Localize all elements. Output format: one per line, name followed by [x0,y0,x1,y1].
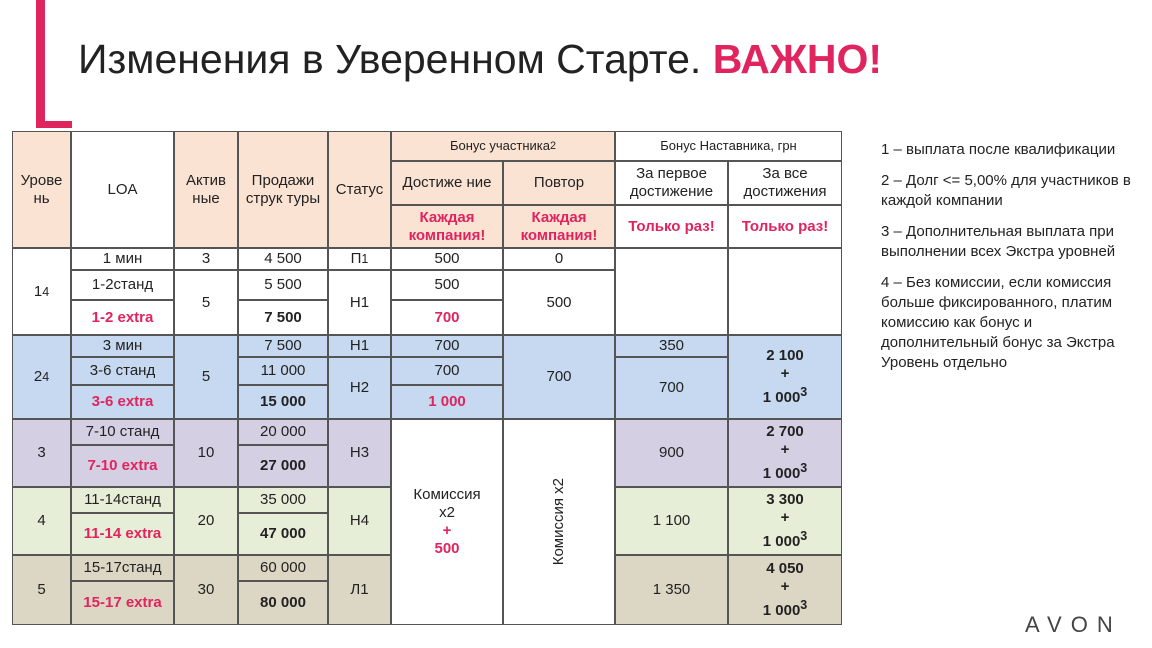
once-note-1: Только раз! [615,205,728,248]
l2-loa-min: 3 мин [71,335,174,357]
l2-status-min: Н1 [328,335,391,357]
title-bracket-horizontal [36,121,72,128]
l3-sales-stand: 20 000 [238,419,328,445]
level-1-sup: 4 [42,284,50,299]
l3-all-achievements [728,419,842,487]
each-company-note-1: Каждая компания! [391,205,503,248]
l2-all-line [763,383,808,407]
l2-all-achievements [728,335,842,419]
commission-extra: 500 [434,540,460,557]
l4-all-c: 1 000 [762,533,801,550]
header-all-achievements: За все достижения [728,161,842,205]
level-1-label: 1 [33,282,43,300]
l5-loa-extra: 15-17 extra [71,581,174,625]
l1-loa-min: 1 мин [71,248,174,270]
l5-active: 30 [174,555,238,625]
l5-all-c: 1 000 [762,602,801,619]
header-mentor-bonus: Бонус Наставника, грн [615,131,842,161]
l2-active: 5 [174,335,238,419]
commission-label: Комиссия [413,486,481,503]
l5-first: 1 350 [615,555,728,625]
l1-status-p [328,248,391,270]
l1-sales-min: 4 500 [238,248,328,270]
title-bracket-vertical [36,0,45,128]
l5-all-b: + [780,578,790,595]
participant-bonus-label: Бонус участника [449,138,550,153]
l1-status: Н1 [328,270,391,335]
l5-sales-stand: 60 000 [238,555,328,581]
l4-all-line [763,527,808,551]
l3-all-a: 2 700 [766,423,804,440]
commission-plus: + [442,522,452,539]
l4-active: 20 [174,487,238,555]
l2-achievement-stand: 700 [391,357,503,385]
l3-loa-stand: 7-10 станд [71,419,174,445]
l1-achievement-min: 500 [391,248,503,270]
l1-status-p-sup: 1 [361,252,369,266]
l5-all-achievements [728,555,842,625]
l1-active: 5 [174,270,238,335]
title-accent: ВАЖНО! [712,36,883,82]
l5-sales-extra: 80 000 [238,581,328,625]
level-5-cell: 5 [12,555,71,625]
l5-all-a: 4 050 [766,560,804,577]
header-active: Актив ные [174,131,238,248]
l4-sales-extra: 47 000 [238,513,328,555]
l1-repeat: 500 [503,270,615,335]
footnotes [881,140,1146,384]
l5-loa-stand: 15-17станд [71,555,174,581]
level-2-label: 2 [33,368,43,385]
footnote-1: 1 – выплата после квалификации [881,141,1116,158]
level-2-sup: 4 [42,370,50,384]
l3-first: 900 [615,419,728,487]
l2-achievement-min: 700 [391,335,503,357]
l3-all-b: + [780,441,790,458]
l1-sales-stand: 5 500 [238,270,328,300]
page-title [78,36,882,83]
level-3-cell: 3 [12,419,71,487]
l4-all-achievements [728,487,842,555]
l2-sales-extra: 15 000 [238,385,328,419]
header-loa: LOA [71,131,174,248]
l3-all-sup: 3 [800,461,808,475]
l3-all-line [763,459,808,483]
l1-achievement-stand: 500 [391,270,503,300]
level-2-cell [12,335,71,419]
l2-achievement-extra: 1 000 [391,385,503,419]
l2-repeat: 700 [503,335,615,419]
l3-loa-extra: 7-10 extra [71,445,174,487]
commission-vertical-label: Комиссия х2 [550,478,567,566]
header-sales: Продажи струк туры [238,131,328,248]
commission-bonus-cell [391,419,503,625]
level-1-cell [12,248,71,335]
header-level: Урове нь [12,131,71,248]
title-main: Изменения в Уверенном Старте. [78,36,702,82]
l1-sales-extra: 7 500 [238,300,328,335]
level-4-cell: 4 [12,487,71,555]
l4-sales-stand: 35 000 [238,487,328,513]
l2-first: 700 [615,357,728,419]
l4-status: Н4 [328,487,391,555]
l4-all-b: + [780,509,790,526]
footnote-3: 3 – Дополнительная выплата при выполнении всех Экстра уровней [881,223,1116,260]
start-program-table [12,131,842,625]
l5-all-sup: 3 [800,598,808,612]
l2-first-min: 350 [615,335,728,357]
l3-active: 10 [174,419,238,487]
l3-all-c: 1 000 [762,465,801,482]
l1-loa-extra: 1-2 extra [71,300,174,335]
l4-loa-extra: 11-14 extra [71,513,174,555]
l2-loa-stand: 3-6 станд [71,357,174,385]
l1-achievement-extra: 700 [391,300,503,335]
l2-loa-extra: 3-6 extra [71,385,174,419]
footnote-2: 2 – Долг <= 5,00% для участников в каждой компании [881,172,1131,209]
l2-status: Н2 [328,357,391,419]
participant-bonus-sup: 2 [549,140,557,152]
l2-sales-stand: 11 000 [238,357,328,385]
l5-all-line [763,596,808,620]
avon-logo: AVON [1025,612,1122,637]
l4-all-a: 3 300 [766,491,804,508]
l3-status: Н3 [328,419,391,487]
l2-sales-min: 7 500 [238,335,328,357]
l4-all-sup: 3 [800,529,808,543]
l3-sales-extra: 27 000 [238,445,328,487]
header-first-achievement: За первое достижение [615,161,728,205]
l1-all-empty [728,248,842,335]
l2-all-b: + [780,365,790,382]
l4-loa-stand: 11-14станд [71,487,174,513]
l1-active-min: 3 [174,248,238,270]
l1-repeat-min: 0 [503,248,615,270]
header-repeat: Повтор [503,161,615,205]
footnote-4: 4 – Без комиссии, если комиссия больше фиксированного, платим комиссию как бонус и дополнительный бонус за Экстра Уровень отдельно [881,274,1115,371]
l1-loa-stand: 1-2станд [71,270,174,300]
header-participant-bonus [391,131,615,161]
header-status: Статус [328,131,391,248]
l2-all-c: 1 000 [762,389,801,406]
l1-status-p-label: П [350,250,362,267]
header-achievement: Достиже ние [391,161,503,205]
l1-first-empty [615,248,728,335]
l5-status: Л1 [328,555,391,625]
commission-multiplier: х2 [439,504,455,521]
once-note-2: Только раз! [728,205,842,248]
commission-repeat-cell [503,419,615,625]
l2-all-sup: 3 [800,385,808,399]
l2-all-a: 2 100 [766,347,804,364]
l4-first: 1 100 [615,487,728,555]
each-company-note-2: Каждая компания! [503,205,615,248]
